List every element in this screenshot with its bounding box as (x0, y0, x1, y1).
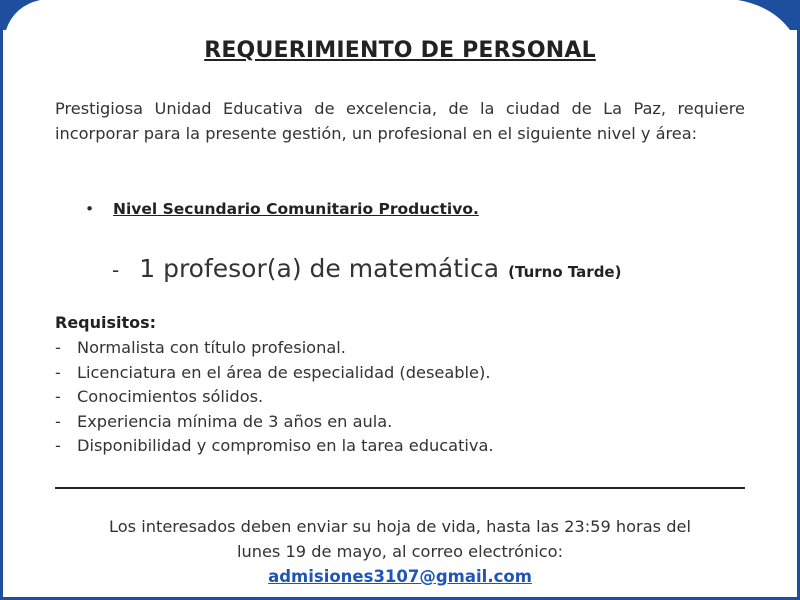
position-dash: - (112, 258, 120, 282)
requirement-dash: - (55, 338, 61, 357)
requirement-text: Disponibilidad y compromiso en la tarea educativa. (77, 436, 494, 455)
section-divider (55, 487, 745, 489)
page-title: REQUERIMIENTO DE PERSONAL (204, 38, 596, 63)
requirements-list (55, 336, 755, 459)
requirement-dash: - (55, 362, 61, 382)
position-shift: (Turno Tarde) (508, 263, 622, 281)
requirement-item (55, 434, 755, 459)
intro-paragraph: Prestigiosa Unidad Educativa de excelencia, de la ciudad de La Paz, requiere incorporar para la presente gestión, un profesional en el siguiente nivel y área: (55, 99, 745, 143)
requirements-heading: Requisitos: (55, 313, 157, 332)
requirement-item (55, 410, 755, 435)
email-link[interactable]: admisiones3107@gmail.com (268, 567, 532, 586)
requirement-dash: - (55, 387, 61, 406)
requirement-dash: - (55, 436, 61, 455)
position-item (112, 254, 621, 283)
corner-ornament-left (0, 0, 42, 30)
requirement-item (55, 385, 755, 410)
corner-ornament-right (738, 0, 800, 30)
requirement-text: Conocimientos sólidos. (77, 387, 264, 406)
requirement-item (55, 361, 755, 386)
requirement-text: Experiencia mínima de 3 años en aula. (77, 411, 393, 431)
position-text: 1 profesor(a) de matemática (139, 254, 500, 283)
requirement-dash: - (55, 411, 61, 431)
footer-instructions (0, 514, 800, 589)
footer-line-2: lunes 19 de mayo, al correo electrónico: (236, 542, 564, 561)
level-label: Nivel Secundario Comunitario Productivo. (113, 200, 479, 218)
footer-line-1: Los interesados deben enviar su hoja de vida, hasta las 23:59 horas del (109, 517, 691, 536)
requirement-item (55, 336, 755, 361)
requirement-text: Licenciatura en el área de especialidad (deseable). (77, 362, 491, 382)
requirement-text: Normalista con título profesional. (77, 338, 346, 357)
bullet-icon: • (85, 200, 95, 218)
